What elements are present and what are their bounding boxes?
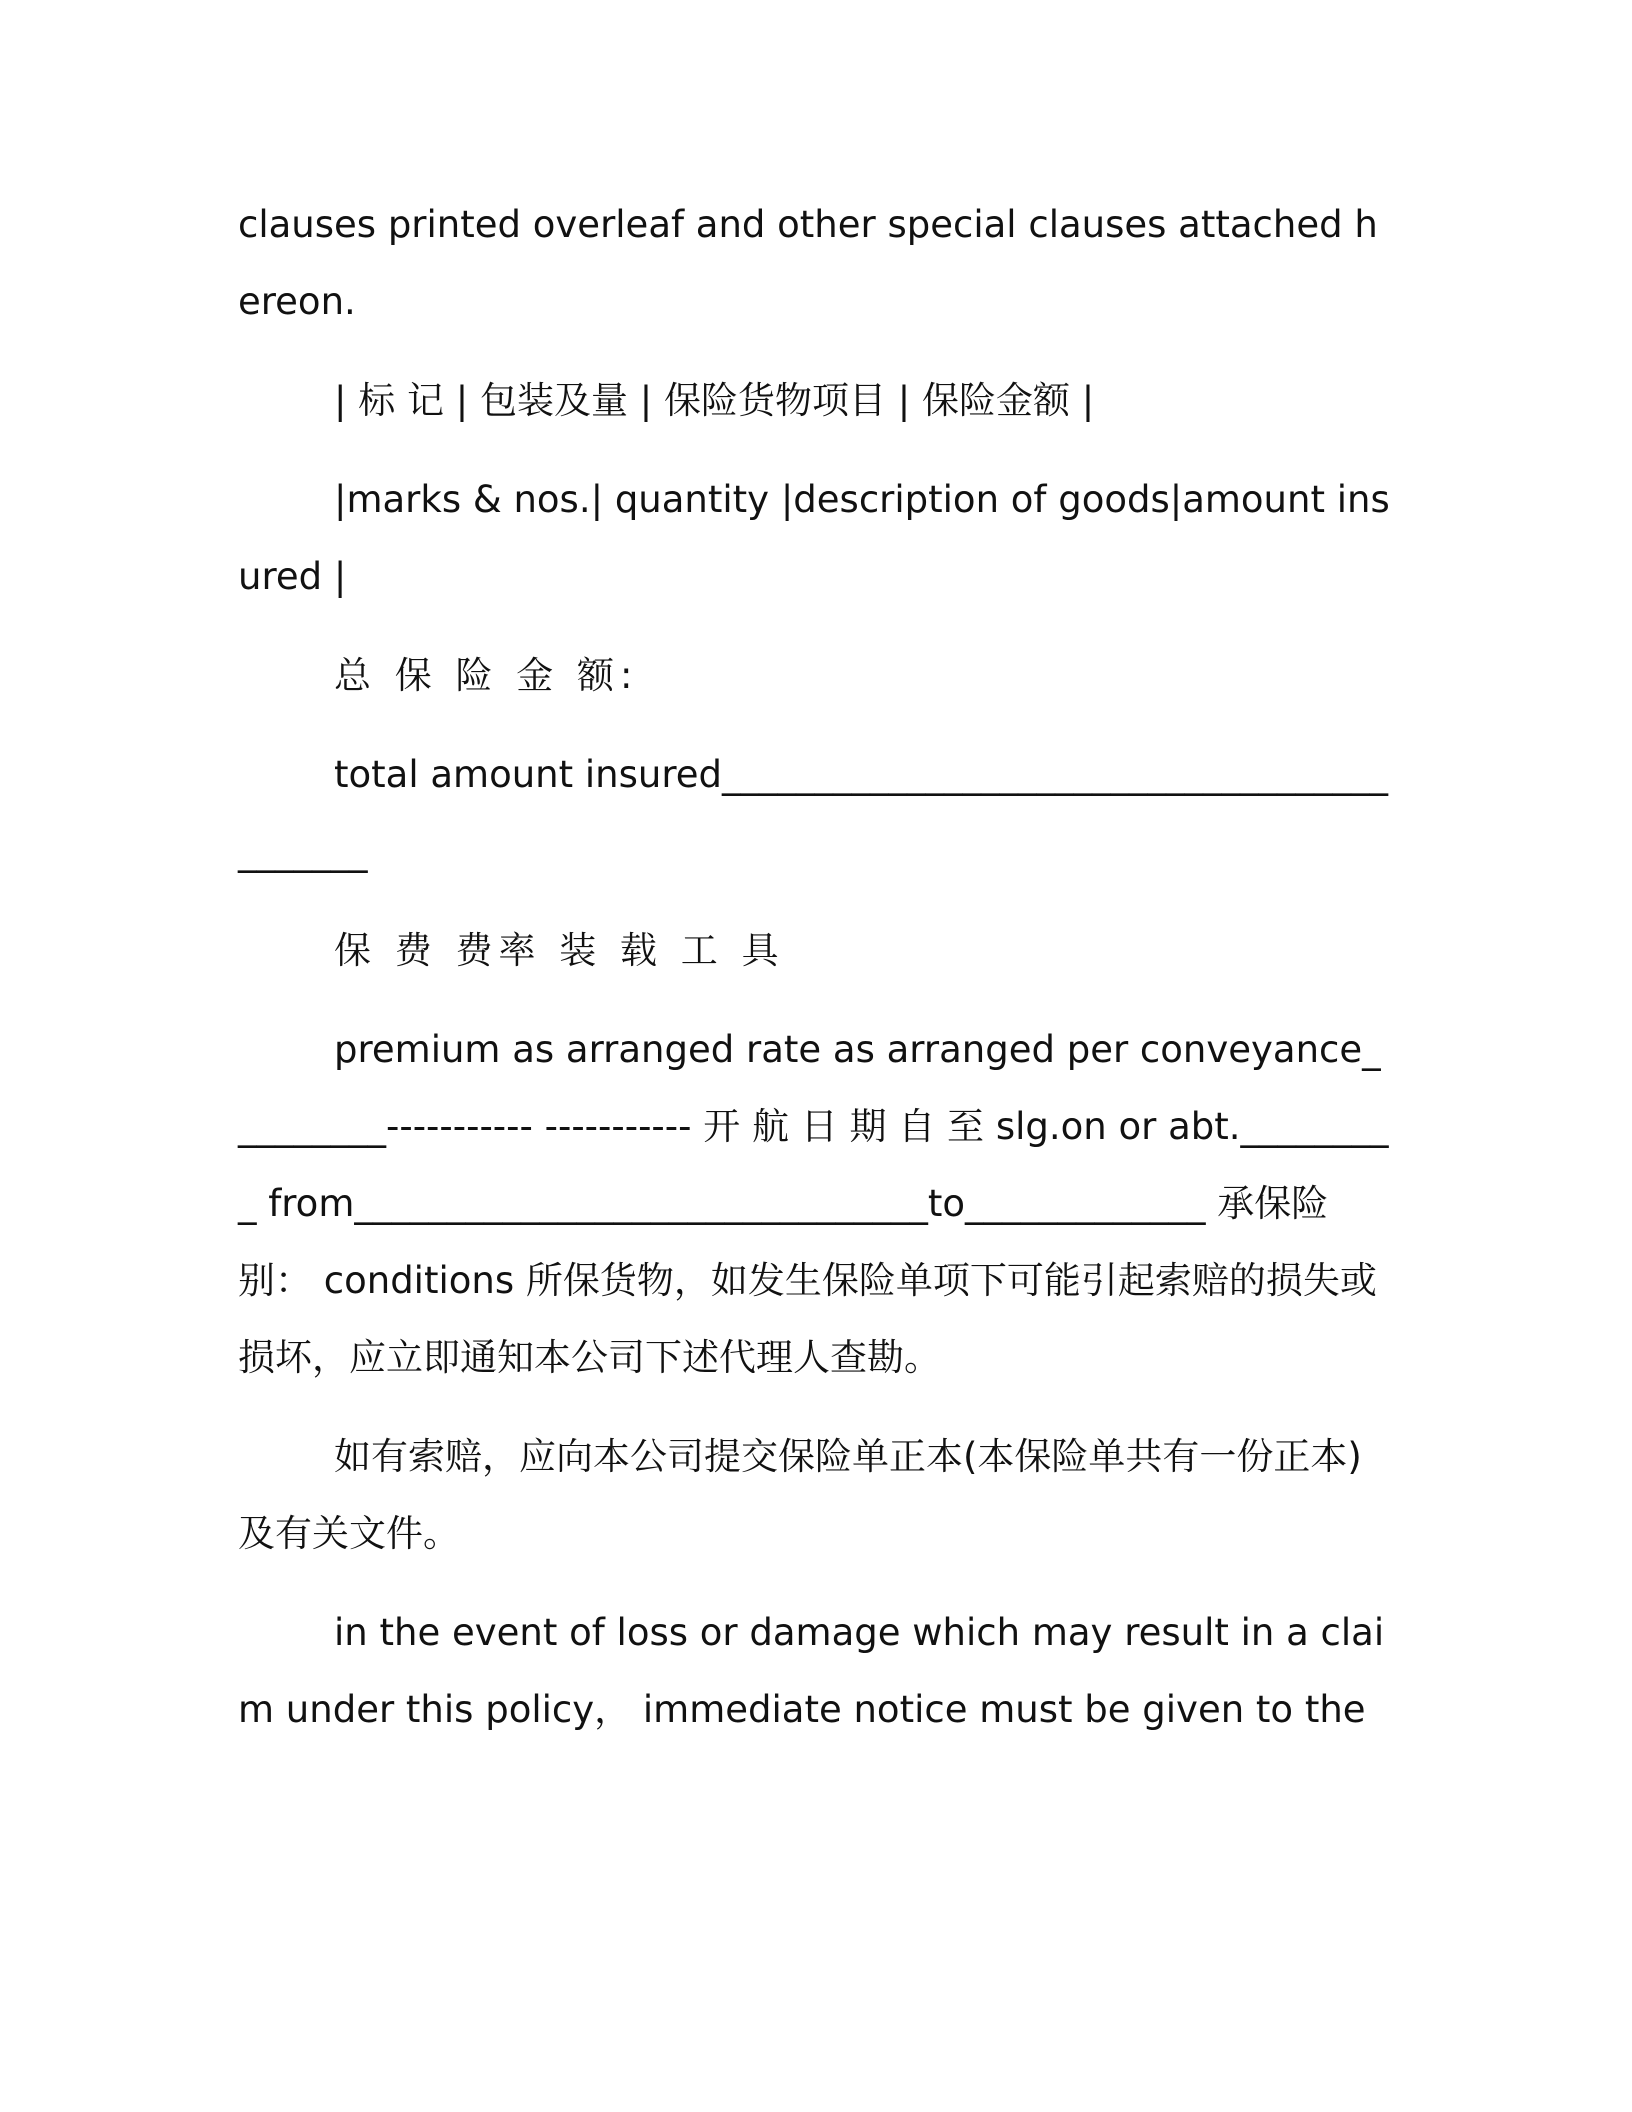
- claim-instructions-chinese: 如有索赔，应向本公司提交保险单正本(本保险单共有一份正本)及有关文件。: [238, 1435, 1362, 1555]
- document-page: [238, 186, 1398, 1748]
- total-amount-chinese: 总 保 险 金 额:: [334, 654, 639, 697]
- premium-conveyance-chinese: 保 费 费率 装 载 工 具: [334, 929, 785, 972]
- total-amount-insured-line: total amount insured___________________________________________: [238, 753, 1388, 873]
- clauses-paragraph: clauses printed overleaf and other special clauses attached hereon.: [238, 203, 1378, 323]
- table-header-chinese: | 标 记 | 包装及量 | 保险货物项目 | 保险金额 |: [334, 379, 1095, 422]
- table-header-english: |marks & nos.| quantity |description of goods|amount insured |: [238, 478, 1390, 598]
- premium-conditions-paragraph: premium as arranged rate as arranged per conveyance_________----------- ----------- 开 航 日 期 自 至 slg.on or abt._________ from_______________________________to_____________ 承保险别： conditions 所保货物，如发生保险单项下可能引起索赔的损失或损坏，应立即通知本公司下述代理人查勘。: [238, 1028, 1389, 1379]
- claim-instructions-english: in the event of loss or damage which may result in a claim under this policy， immediate notice must be given to the: [238, 1611, 1385, 1731]
